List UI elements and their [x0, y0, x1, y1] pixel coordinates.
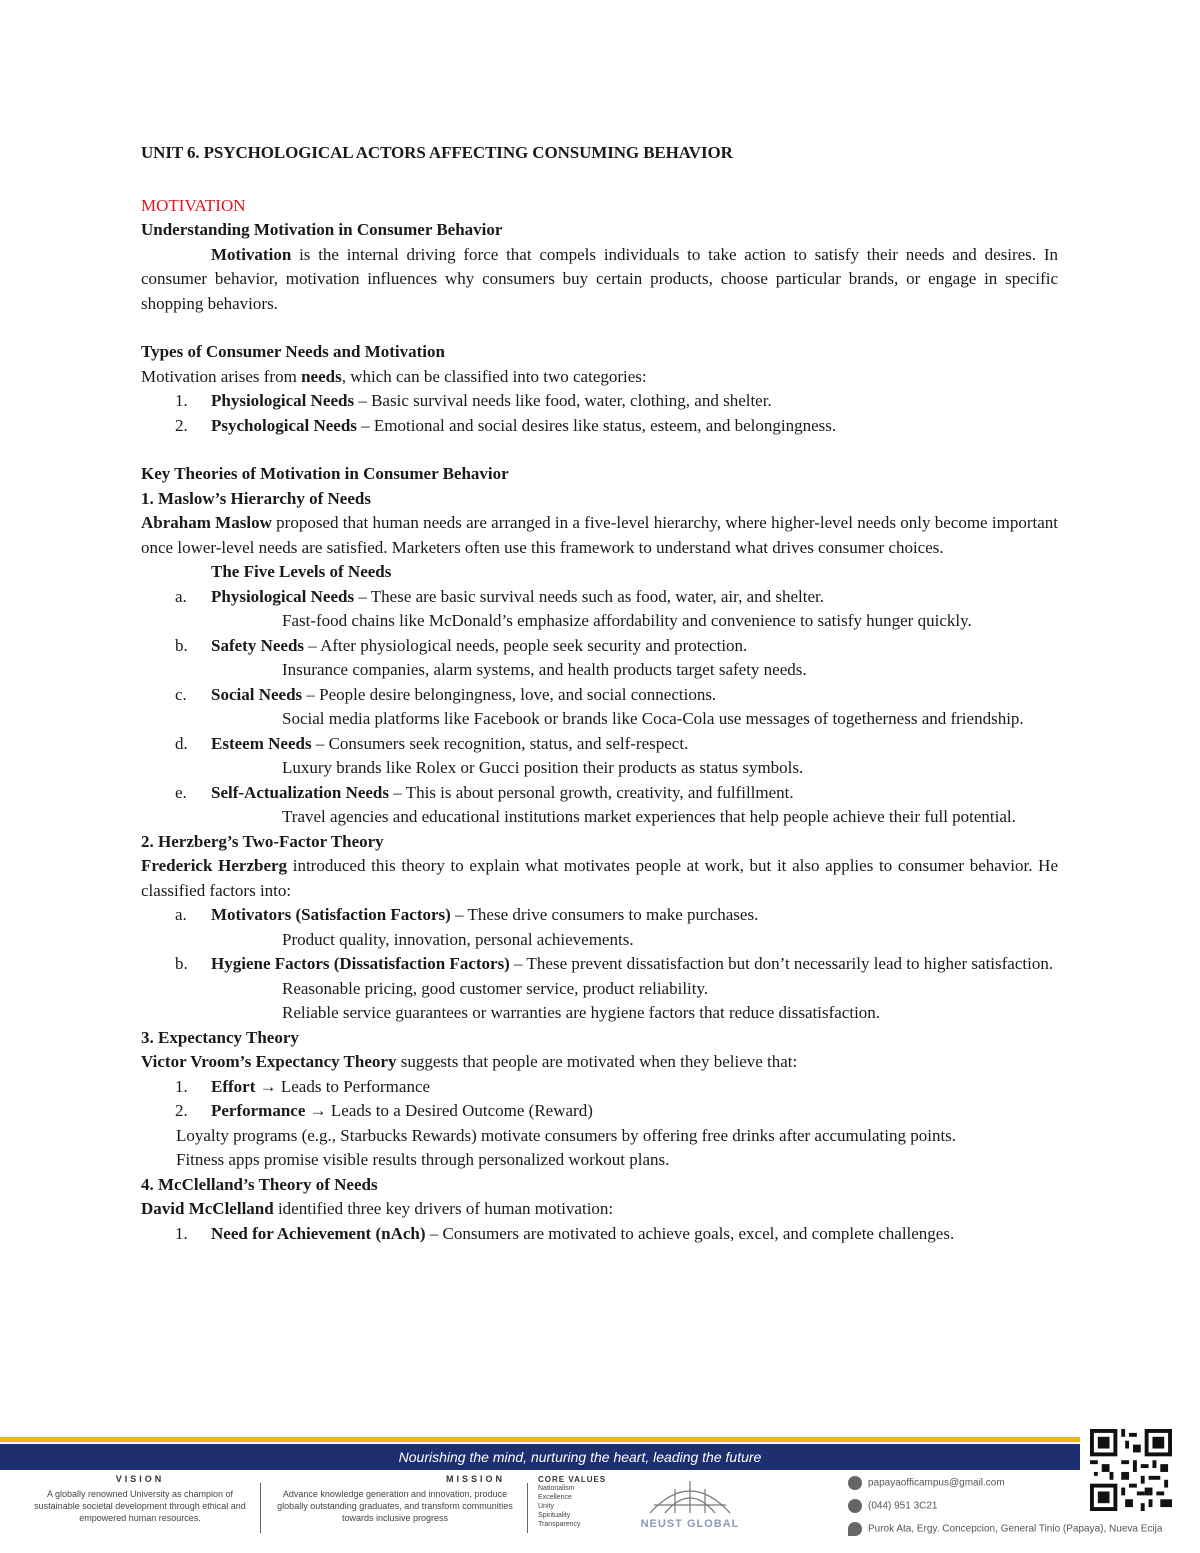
example-text: Reasonable pricing, good customer service, product reliability.	[282, 978, 709, 998]
list-item	[141, 389, 1058, 414]
core-value: Nationalism	[538, 1485, 575, 1492]
footer-gold-line	[0, 1437, 1080, 1442]
heading-maslow: 1. Maslow’s Hierarchy of Needs	[141, 488, 371, 508]
mcclelland-text: identified three key drivers of human motivation:	[273, 1199, 614, 1218]
vision-block	[30, 1473, 250, 1524]
list-item	[141, 903, 1058, 928]
list-term: Self-Actualization Needs	[211, 782, 390, 802]
contact-phone	[848, 1499, 938, 1513]
example-text: Fast-food chains like McDonald’s emphasize affordability and convenience to satisfy hunger quickly.	[282, 611, 972, 630]
list-term: Hygiene Factors (Dissatisfaction Factors)	[211, 954, 510, 973]
herzberg-text: introduced this theory to explain what motivates people at work, but it also applies to consumer behavior. He classified factors into:	[141, 856, 1059, 900]
example-text: Travel agencies and educational institutions market experiences that help people achieve their full potential.	[282, 807, 1016, 826]
example-text: Fitness apps promise visible results through personalized workout plans.	[176, 1150, 670, 1169]
core-value: Unity	[538, 1503, 554, 1510]
list-text: – This is about personal growth, creativity, and fulfillment.	[389, 782, 794, 802]
email-text: papayaofficampus@gmail.com	[868, 1477, 1005, 1489]
list-term: Need for Achievement (nAch)	[211, 1223, 426, 1243]
list-letter: c.	[175, 684, 187, 704]
list-term: Esteem Needs	[211, 733, 312, 753]
list-item	[141, 683, 1058, 708]
list-letter: d.	[175, 733, 188, 753]
heading-expectancy: 3. Expectancy Theory	[141, 1027, 299, 1047]
vision-heading: VISION	[115, 1474, 165, 1484]
footer-tagline: Nourishing the mind, nurturing the heart, leading the future	[398, 1449, 762, 1465]
list-number: 1.	[175, 391, 188, 410]
paragraph-maslow	[141, 511, 1058, 560]
core-values-heading: CORE VALUES	[538, 1475, 607, 1484]
address-text: Purok Ata, Ergy. Concepcion, General Tinio (Papaya), Nueva Ecija	[868, 1523, 1163, 1535]
list-text: – These prevent dissatisfaction but don’t necessarily lead to higher satisfaction.	[509, 954, 1054, 973]
list-text: – Consumers seek recognition, status, and self-respect.	[311, 733, 689, 753]
phone-icon	[848, 1499, 862, 1513]
list-letter: a.	[175, 905, 187, 924]
term-herzberg: Frederick Herzberg	[141, 856, 288, 875]
maslow-text: proposed that human needs are arranged in a five-level hierarchy, where higher-level needs only become important once lower-level needs are satisfied. Marketers often use this framework to understand what drives consumer choices.	[141, 513, 1058, 557]
heading-five-levels: The Five Levels of Needs	[211, 562, 392, 581]
example-text: Loyalty programs (e.g., Starbucks Rewards) motivate consumers by offering free drinks after accumulating points.	[176, 1125, 957, 1145]
intro-text-c: , which can be classified into two categories:	[341, 366, 647, 386]
definition-text: is the internal driving force that compels individuals to take action to satisfy their needs and desires. In consumer behavior, motivation influences why consumers buy certain products, choose particular brands, or engage in specific shopping behaviors.	[141, 244, 1058, 313]
vision-text: A globally renowned University as champion of sustainable societal development through ethical and empowered human resources.	[34, 1489, 246, 1523]
heading-key-theories: Key Theories of Motivation in Consumer Behavior	[141, 464, 509, 483]
list-text: – Basic survival needs like food, water, clothing, and shelter.	[354, 391, 772, 410]
list-term: Social Needs	[211, 684, 303, 704]
term-mcclelland: David McClelland	[141, 1199, 274, 1218]
list-term: Motivators (Satisfaction Factors)	[211, 905, 451, 924]
expectancy-text: suggests that people are motivated when they believe that:	[396, 1052, 798, 1071]
list-item	[141, 1222, 1058, 1247]
globe-icon	[630, 1475, 750, 1515]
phone-text: (044) 951 3C21	[868, 1500, 938, 1512]
section-heading-motivation: MOTIVATION	[141, 195, 246, 215]
core-value: Excellence	[538, 1494, 572, 1501]
list-item	[141, 1075, 1058, 1100]
mission-heading: MISSION	[445, 1474, 505, 1484]
list-text: – Emotional and social desires like status, esteem, and belongingness.	[356, 415, 837, 435]
heading-mcclelland: 4. McClelland’s Theory of Needs	[141, 1174, 378, 1194]
list-item	[141, 732, 1058, 757]
list-term: Safety Needs	[211, 635, 305, 655]
list-number: 2.	[175, 1101, 188, 1120]
list-item	[141, 634, 1058, 659]
list-term: Performance	[211, 1101, 306, 1120]
paragraph-motivation-definition	[141, 243, 1058, 317]
list-term: Psychological Needs	[211, 415, 357, 435]
term-vroom: Victor Vroom’s Expectancy Theory	[141, 1052, 397, 1071]
core-value: Transparency	[538, 1521, 581, 1528]
list-text: → Leads to a Desired Outcome (Reward)	[305, 1101, 593, 1120]
list-number: 1.	[175, 1076, 188, 1096]
paragraph-herzberg	[141, 854, 1058, 903]
qr-code-icon	[1090, 1429, 1172, 1511]
mission-block	[275, 1473, 515, 1524]
list-item	[141, 585, 1058, 610]
core-value: Spirituality	[538, 1512, 571, 1519]
list-item	[141, 414, 1058, 439]
contact-address	[848, 1522, 1162, 1536]
list-letter: e.	[175, 782, 187, 802]
term-motivation: Motivation	[211, 244, 292, 264]
paragraph-needs-intro	[141, 365, 1058, 390]
location-pin-icon	[848, 1522, 862, 1536]
neust-global-logo	[630, 1475, 750, 1535]
example-text: Insurance companies, alarm systems, and health products target safety needs.	[282, 660, 807, 679]
example-text: Luxury brands like Rolex or Gucci position their products as status symbols.	[282, 758, 804, 777]
document-body	[141, 141, 1058, 1246]
list-term: Physiological Needs	[211, 391, 355, 410]
page-footer	[0, 1425, 1200, 1553]
heading-types-of-needs: Types of Consumer Needs and Motivation	[141, 342, 445, 361]
term-maslow: Abraham Maslow	[141, 513, 272, 532]
list-text: – These drive consumers to make purchases.	[450, 905, 759, 924]
mission-text: Advance knowledge generation and innovation, produce globally outstanding graduates, and transform communities towards inclusive progress	[277, 1489, 513, 1523]
list-item	[141, 781, 1058, 806]
logo-text: NEUST GLOBAL	[640, 1518, 740, 1530]
intro-text-a: Motivation arises from	[141, 366, 302, 386]
contact-email	[848, 1476, 1005, 1490]
list-letter: a.	[175, 586, 187, 606]
list-item	[141, 952, 1058, 977]
list-text: → Leads to Performance	[255, 1076, 431, 1096]
heading-herzberg: 2. Herzberg’s Two-Factor Theory	[141, 831, 384, 851]
example-text: Product quality, innovation, personal achievements.	[282, 929, 634, 949]
list-number: 1.	[175, 1223, 188, 1243]
list-letter: b.	[175, 954, 188, 973]
core-values-block	[538, 1475, 628, 1529]
list-number: 2.	[175, 415, 188, 435]
list-text: – These are basic survival needs such as food, water, air, and shelter.	[354, 586, 825, 606]
list-item	[141, 1099, 1058, 1124]
paragraph-mcclelland	[141, 1197, 1058, 1222]
intro-term-needs: needs	[301, 366, 342, 386]
example-text: Reliable service guarantees or warranties are hygiene factors that reduce dissatisfaction.	[282, 1003, 881, 1022]
example-text: Social media platforms like Facebook or brands like Coca-Cola use messages of togetherness and friendship.	[282, 709, 1024, 728]
paragraph-expectancy	[141, 1050, 1058, 1075]
list-term: Effort	[211, 1076, 256, 1096]
list-text: – Consumers are motivated to achieve goals, excel, and complete challenges.	[425, 1223, 955, 1243]
unit-title: UNIT 6. PSYCHOLOGICAL ACTORS AFFECTING CONSUMING BEHAVIOR	[141, 143, 733, 162]
email-icon	[848, 1476, 862, 1490]
list-text: – After physiological needs, people seek security and protection.	[304, 635, 748, 655]
footer-divider	[260, 1483, 261, 1533]
list-term: Physiological Needs	[211, 586, 355, 606]
heading-understanding-motivation: Understanding Motivation in Consumer Behavior	[141, 220, 503, 239]
footer-divider	[527, 1483, 528, 1533]
list-text: – People desire belongingness, love, and social connections.	[302, 684, 717, 704]
list-letter: b.	[175, 635, 188, 655]
